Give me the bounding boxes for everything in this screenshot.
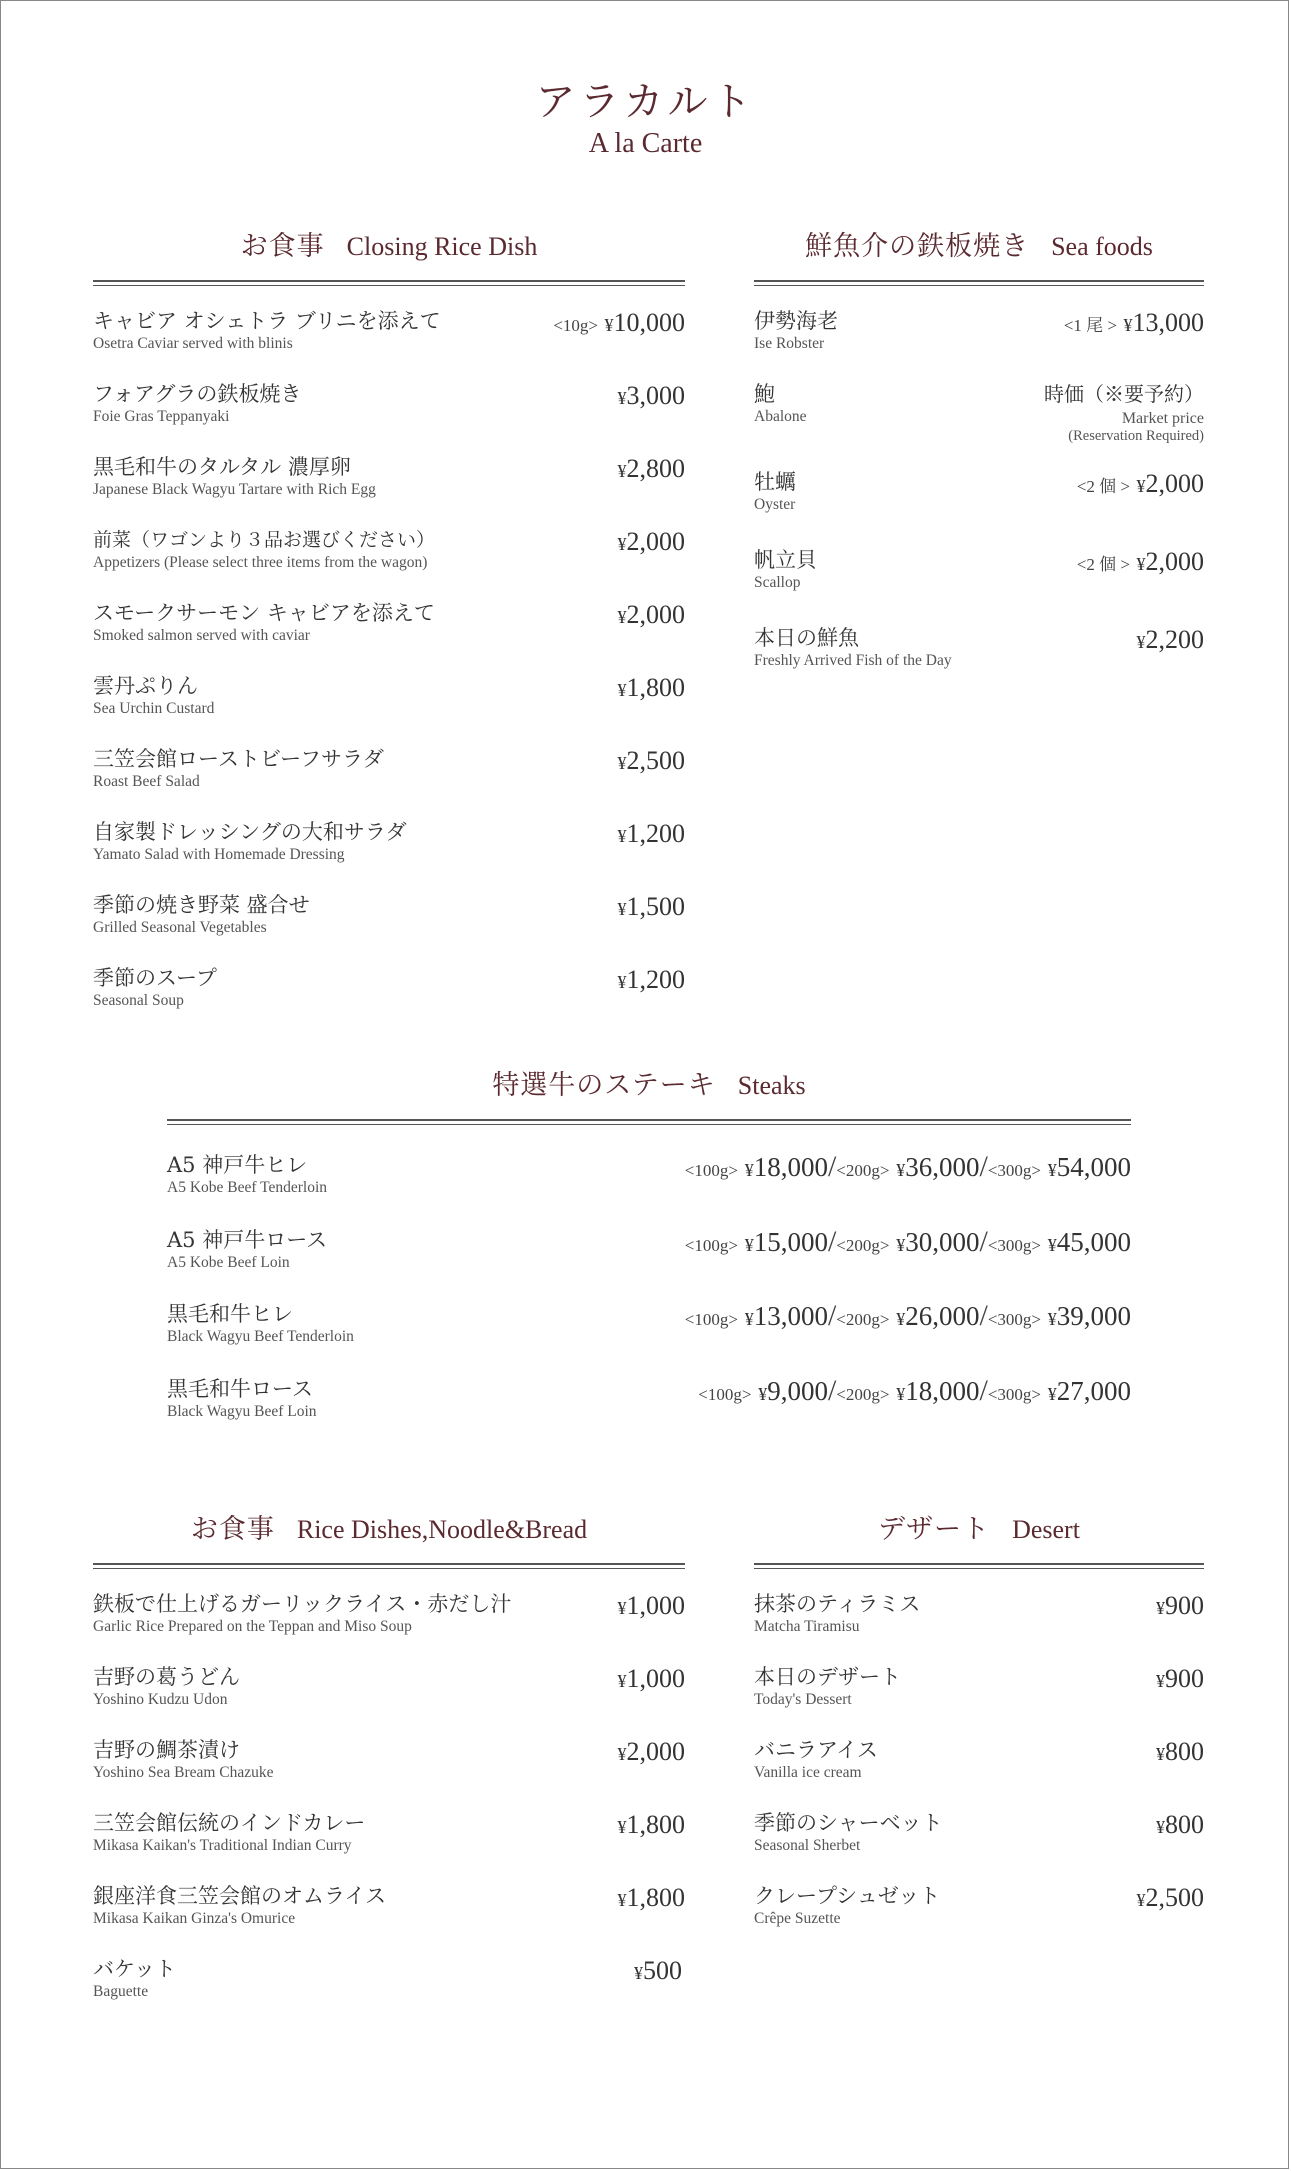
- yen-symbol: ¥: [617, 1817, 627, 1837]
- item-name-jp: バニラアイス: [754, 1738, 878, 1762]
- item-name-en: Yoshino Sea Bream Chazuke: [93, 1764, 274, 1781]
- yen-symbol: ¥: [896, 1383, 906, 1404]
- price-value: 800: [1165, 1737, 1204, 1766]
- section-heading-jp: お食事: [190, 1514, 275, 1545]
- menu-item: [93, 1730, 685, 1803]
- item-name-jp: 季節のスープ: [93, 966, 217, 990]
- item-price: [1156, 1736, 1204, 1770]
- market-price-en: Market price: [1121, 410, 1204, 427]
- item-name-en: Roast Beef Salad: [93, 773, 200, 790]
- yen-symbol: ¥: [617, 1744, 627, 1764]
- price-200g: 26,000: [905, 1301, 980, 1331]
- menu-item: [93, 958, 685, 1031]
- price-value: 1,000: [626, 1664, 685, 1693]
- price-100g: 13,000: [753, 1301, 828, 1331]
- item-name-en: Smoked salmon served with caviar: [93, 627, 310, 644]
- item-price: [618, 964, 686, 998]
- yen-symbol: ¥: [617, 899, 627, 919]
- price-separator: /: [827, 1373, 837, 1407]
- section-heading: [167, 1057, 1131, 1115]
- section-heading-en: Closing Rice Dish: [346, 232, 538, 261]
- weight-100g: <100g>: [684, 1310, 738, 1329]
- price-value: 2,000: [1145, 547, 1204, 576]
- menu-item: [93, 1876, 685, 1949]
- item-name-jp: A5 神戸牛ヒレ: [167, 1153, 308, 1177]
- item-price: [618, 818, 686, 852]
- item-price: [1137, 624, 1205, 658]
- yen-symbol: ¥: [744, 1160, 754, 1180]
- menu-item: [754, 374, 1204, 462]
- item-name-en: A5 Kobe Beef Tenderloin: [167, 1179, 328, 1196]
- item-price: [685, 1300, 1131, 1336]
- item-note: <2 個 >: [1076, 555, 1130, 574]
- item-price: [618, 526, 686, 560]
- price-100g: 9,000: [767, 1375, 828, 1406]
- price-value: 2,000: [626, 1737, 685, 1766]
- item-note: <2 個 >: [1076, 477, 1130, 496]
- price-value: 1,000: [626, 1591, 685, 1620]
- section-heading-en: Rice Dishes,Noodle&Bread: [296, 1515, 588, 1544]
- price-value: 2,200: [1145, 625, 1204, 654]
- market-price-jp: 時価（※要予約）: [1044, 382, 1204, 406]
- price-value: 1,200: [626, 965, 685, 994]
- menu-item: [93, 666, 685, 739]
- reservation-required: (Reservation Required): [1068, 428, 1204, 444]
- item-name-jp: 三笠会館伝統のインドカレー: [93, 1811, 366, 1835]
- item-name-en: Yamato Salad with Homemade Dressing: [93, 846, 345, 863]
- menu-item: [754, 1730, 1204, 1803]
- item-name-jp: 伊勢海老: [754, 309, 838, 333]
- menu-item: [93, 1584, 685, 1657]
- item-name-jp: A5 神戸牛ロース: [167, 1227, 328, 1252]
- price-separator: /: [827, 1150, 837, 1183]
- item-name-jp: 吉野の葛うどん: [93, 1665, 240, 1689]
- item-name-en: Osetra Caviar served with blinis: [93, 335, 293, 352]
- item-price: [1156, 1663, 1204, 1697]
- section-heading-jp: デザート: [878, 1514, 991, 1545]
- item-name-en: Japanese Black Wagyu Tartare with Rich Egg: [93, 481, 376, 498]
- item-price: [1137, 1882, 1205, 1916]
- item-price: [618, 453, 686, 487]
- item-name-jp: 季節の焼き野菜 盛合せ: [93, 893, 310, 917]
- item-price: [618, 891, 686, 925]
- price-100g: 18,000: [753, 1152, 828, 1182]
- item-price: [618, 745, 686, 779]
- menu-item: [93, 593, 685, 666]
- section-heading-en: Steaks: [737, 1071, 806, 1100]
- price-value: 1,800: [626, 1883, 685, 1912]
- yen-symbol: ¥: [744, 1234, 754, 1255]
- item-note: <1 尾 >: [1063, 316, 1117, 335]
- price-value: 1,500: [626, 892, 685, 921]
- menu-item: [754, 1803, 1204, 1876]
- yen-symbol: ¥: [604, 315, 614, 335]
- menu-item: [93, 1949, 685, 2022]
- weight-300g: <300g>: [987, 1161, 1041, 1180]
- section-heading-jp: お食事: [240, 231, 325, 262]
- price-value: 2,800: [626, 454, 685, 483]
- section-heading: [754, 1501, 1204, 1559]
- price-value: 800: [1165, 1810, 1204, 1839]
- item-name-jp: クレープシュゼット: [754, 1884, 941, 1908]
- menu-title-jp: アラカルト: [535, 79, 756, 125]
- section-steaks: [167, 1057, 1131, 1443]
- price-value: 10,000: [613, 308, 685, 337]
- menu-item: [93, 374, 685, 447]
- menu-item: [754, 540, 1204, 618]
- yen-symbol: ¥: [617, 1890, 627, 1910]
- price-separator: /: [827, 1224, 837, 1258]
- price-200g: 18,000: [905, 1375, 980, 1406]
- item-name-en: Vanilla ice cream: [754, 1764, 862, 1781]
- menu-item: [754, 618, 1204, 691]
- price-value: 3,000: [626, 381, 685, 410]
- item-name-en: Today's Dessert: [754, 1691, 852, 1708]
- menu-item: [93, 1803, 685, 1876]
- section-heading-en: Sea foods: [1051, 232, 1153, 261]
- menu-item: [93, 885, 685, 958]
- weight-100g: <100g>: [684, 1161, 738, 1180]
- price-300g: 27,000: [1056, 1375, 1131, 1406]
- price-300g: 45,000: [1056, 1226, 1131, 1257]
- yen-symbol: ¥: [617, 972, 627, 992]
- price-200g: 36,000: [905, 1152, 980, 1182]
- yen-symbol: ¥: [896, 1234, 906, 1255]
- item-price: [634, 1955, 682, 1989]
- yen-symbol: ¥: [1047, 1309, 1057, 1329]
- yen-symbol: ¥: [617, 753, 627, 773]
- yen-symbol: ¥: [1047, 1383, 1057, 1404]
- yen-symbol: ¥: [617, 607, 627, 627]
- item-name-en: Black Wagyu Beef Tenderloin: [167, 1328, 354, 1345]
- item-name-en: Seasonal Sherbet: [754, 1837, 861, 1854]
- item-name-en: Scallop: [754, 574, 801, 591]
- item-price: [618, 1809, 686, 1843]
- price-200g: 30,000: [905, 1226, 980, 1257]
- item-name-jp: 帆立貝: [754, 548, 817, 572]
- item-name-jp: 牡蠣: [754, 470, 796, 494]
- item-price: [618, 380, 686, 414]
- section-rice-dishes: [93, 1501, 685, 2022]
- section-heading-jp: 特選牛のステーキ: [492, 1070, 716, 1101]
- yen-symbol: ¥: [1156, 1744, 1165, 1764]
- item-name-jp: 銀座洋食三笠会館のオムライス: [93, 1884, 387, 1908]
- item-name-jp: 自家製ドレッシングの大和サラダ: [93, 820, 407, 844]
- item-name-en: Freshly Arrived Fish of the Day: [754, 652, 952, 669]
- menu-item: [754, 301, 1204, 374]
- price-value: 2,500: [626, 746, 685, 775]
- item-price: [553, 307, 685, 342]
- yen-symbol: ¥: [617, 680, 627, 700]
- yen-symbol: ¥: [896, 1309, 906, 1329]
- menu-title: [0, 78, 1291, 162]
- item-price: [1064, 307, 1204, 342]
- yen-symbol: ¥: [1156, 1598, 1165, 1618]
- item-price: [618, 599, 686, 633]
- menu-item: [754, 462, 1204, 540]
- weight-300g: <300g>: [987, 1235, 1041, 1255]
- item-name-en: Crêpe Suzette: [754, 1910, 841, 1927]
- menu-item: [93, 447, 685, 520]
- yen-symbol: ¥: [1136, 1890, 1146, 1910]
- yen-symbol: ¥: [617, 534, 627, 554]
- yen-symbol: ¥: [617, 461, 627, 481]
- price-separator: /: [979, 1299, 988, 1332]
- item-name-en: Seasonal Soup: [93, 992, 184, 1009]
- weight-300g: <300g>: [987, 1310, 1041, 1329]
- weight-100g: <100g>: [698, 1384, 752, 1404]
- yen-symbol: ¥: [744, 1309, 754, 1329]
- price-value: 900: [1165, 1591, 1204, 1620]
- item-price: [1156, 1809, 1204, 1843]
- item-name-en: Matcha Tiramisu: [754, 1618, 860, 1635]
- menu-item: [93, 520, 685, 593]
- item-name-jp: 鉄板で仕上げるガーリックライス・赤だし汁: [93, 1592, 512, 1616]
- item-price: [1156, 1590, 1204, 1624]
- item-name-jp: 鮑: [754, 382, 775, 406]
- menu-item: [93, 301, 685, 374]
- item-name-jp: キャビア オシェトラ ブリニを添えて: [93, 309, 441, 333]
- yen-symbol: ¥: [896, 1160, 906, 1180]
- item-price: [685, 1226, 1131, 1262]
- price-value: 2,000: [1145, 469, 1204, 498]
- price-value: 1,800: [626, 673, 685, 702]
- price-separator: /: [979, 1150, 988, 1183]
- yen-symbol: ¥: [634, 1963, 643, 1983]
- item-name-en: Mikasa Kaikan's Traditional Indian Curry: [93, 1837, 352, 1854]
- item-name-en: Abalone: [754, 408, 807, 425]
- weight-100g: <100g>: [684, 1235, 738, 1255]
- item-price: [685, 1151, 1131, 1187]
- section-heading-jp: 鮮魚介の鉄板焼き: [805, 231, 1030, 262]
- price-100g: 15,000: [753, 1226, 828, 1257]
- item-price: [618, 1590, 686, 1624]
- menu-title-en: A la Carte: [588, 128, 703, 159]
- price-value: 1,200: [626, 819, 685, 848]
- item-note: <10g>: [553, 316, 598, 335]
- weight-200g: <200g>: [836, 1161, 890, 1180]
- item-name-en: Foie Gras Teppanyaki: [93, 408, 230, 425]
- yen-symbol: ¥: [1047, 1234, 1057, 1255]
- yen-symbol: ¥: [617, 1598, 627, 1618]
- price-value: 1,800: [626, 1810, 685, 1839]
- steak-item: [167, 1220, 1131, 1295]
- section-dessert: [754, 1501, 1204, 1949]
- item-name-jp: フォアグラの鉄板焼き: [93, 382, 302, 406]
- item-name-en: Ise Robster: [754, 335, 825, 352]
- steak-item: [167, 1369, 1131, 1444]
- yen-symbol: ¥: [617, 826, 627, 846]
- yen-symbol: ¥: [1136, 476, 1146, 496]
- weight-200g: <200g>: [836, 1384, 890, 1404]
- price-value: 2,000: [626, 600, 685, 629]
- price-300g: 54,000: [1056, 1152, 1131, 1182]
- yen-symbol: ¥: [617, 388, 627, 408]
- item-name-en: Appetizers (Please select three items from the wagon): [93, 554, 428, 571]
- menu-item: [93, 739, 685, 812]
- item-name-en: Black Wagyu Beef Loin: [167, 1402, 317, 1420]
- price-separator: /: [827, 1299, 837, 1332]
- item-name-jp: スモークサーモン キャビアを添えて: [93, 601, 435, 625]
- item-price: [1077, 546, 1204, 581]
- item-name-en: A5 Kobe Beef Loin: [167, 1253, 290, 1271]
- item-name-jp: 雲丹ぷりん: [93, 674, 198, 698]
- yen-symbol: ¥: [1156, 1817, 1165, 1837]
- price-300g: 39,000: [1056, 1301, 1131, 1331]
- weight-200g: <200g>: [836, 1310, 890, 1329]
- item-name-en: Grilled Seasonal Vegetables: [93, 919, 267, 936]
- yen-symbol: ¥: [1156, 1671, 1165, 1691]
- menu-item: [754, 1584, 1204, 1657]
- item-name-jp: 黒毛和牛ロース: [167, 1376, 313, 1401]
- item-name-jp: 本日の鮮魚: [754, 626, 859, 650]
- item-name-en: Yoshino Kudzu Udon: [93, 1691, 228, 1708]
- weight-200g: <200g>: [836, 1235, 890, 1255]
- section-heading: [93, 1501, 685, 1559]
- item-name-en: Mikasa Kaikan Ginza's Omurice: [93, 1910, 296, 1927]
- yen-symbol: ¥: [1136, 632, 1146, 652]
- item-name-en: Oyster: [754, 496, 796, 513]
- item-name-jp: 本日のデザート: [754, 1665, 901, 1689]
- price-separator: /: [979, 1224, 988, 1258]
- menu-item: [93, 1657, 685, 1730]
- item-price: [618, 1882, 686, 1916]
- item-name-jp: 季節のシャーベット: [754, 1811, 943, 1835]
- item-price: [618, 1736, 686, 1770]
- yen-symbol: ¥: [617, 1671, 627, 1691]
- yen-symbol: ¥: [758, 1383, 768, 1404]
- item-name-jp: 三笠会館ローストビーフサラダ: [93, 747, 384, 771]
- item-name-jp: 黒毛和牛のタルタル 濃厚卵: [93, 455, 351, 479]
- price-value: 900: [1165, 1664, 1204, 1693]
- section-heading: [93, 218, 685, 276]
- steak-item: [167, 1294, 1131, 1369]
- item-name-jp: 前菜（ワゴンより３品お選びください）: [93, 529, 436, 551]
- price-separator: /: [979, 1373, 988, 1407]
- section-heading-en: Desert: [1012, 1515, 1080, 1544]
- item-name-jp: 黒毛和牛ヒレ: [167, 1302, 293, 1326]
- item-name-jp: 抹茶のティラミス: [754, 1592, 921, 1616]
- yen-symbol: ¥: [1136, 554, 1146, 574]
- item-name-en: Baguette: [93, 1983, 149, 2000]
- price-value: 500: [643, 1956, 682, 1985]
- item-price: [618, 1663, 686, 1697]
- item-name-jp: バケット: [93, 1957, 176, 1981]
- section-heading: [754, 218, 1204, 276]
- item-price: [698, 1375, 1131, 1411]
- item-price: [618, 672, 686, 706]
- menu-item: [754, 1657, 1204, 1730]
- menu-item: [754, 1876, 1204, 1949]
- item-name-en: Sea Urchin Custard: [93, 700, 215, 717]
- price-value: 2,500: [1145, 1883, 1204, 1912]
- item-name-jp: 吉野の鯛茶漬け: [93, 1738, 240, 1762]
- item-price: [1077, 468, 1204, 503]
- yen-symbol: ¥: [1123, 315, 1133, 335]
- steak-item: [167, 1145, 1131, 1220]
- price-value: 2,000: [626, 527, 685, 556]
- yen-symbol: ¥: [1047, 1160, 1057, 1180]
- price-value: 13,000: [1132, 308, 1204, 337]
- item-name-en: Garlic Rice Prepared on the Teppan and Miso Soup: [93, 1618, 412, 1635]
- weight-300g: <300g>: [987, 1384, 1041, 1404]
- section-sea-foods: [754, 218, 1204, 691]
- menu-item: [93, 812, 685, 885]
- section-closing-rice-dish: [93, 218, 685, 1031]
